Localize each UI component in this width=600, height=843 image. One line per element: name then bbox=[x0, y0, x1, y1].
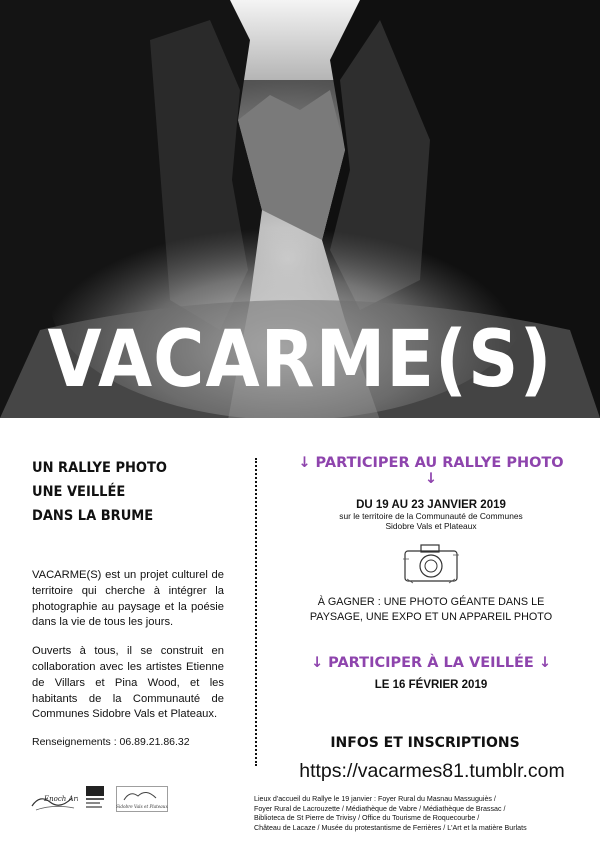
sidobre-text: Sidobre Vals et Plateaux bbox=[116, 804, 168, 809]
camera-icon bbox=[401, 539, 461, 587]
contact-info: Renseignements : 06.89.21.86.32 bbox=[32, 736, 190, 749]
venue-list bbox=[254, 795, 594, 833]
marianne-mark bbox=[84, 784, 106, 814]
right-column bbox=[290, 455, 572, 691]
rallye-dates: DU 19 AU 23 JANVIER 2019 bbox=[356, 499, 506, 511]
prize-text: À GAGNER : UNE PHOTO GÉANTE DANS LE PAYSAGE, UNE EXPO ET UN APPAREIL PHOTO bbox=[309, 596, 553, 623]
website-link[interactable]: https://vacarmes81.tumblr.com bbox=[299, 760, 565, 782]
venue-line: Foyer Rural de Lacrouzette / Médiathèque de Vabre / Médiathèque de Brassac / bbox=[254, 804, 506, 813]
veillee-date: LE 16 FÉVRIER 2019 bbox=[374, 679, 488, 691]
headline-line: DANS LA BRUME bbox=[32, 508, 154, 524]
headline-line: UNE VEILLÉE bbox=[32, 484, 126, 500]
camera-drawing bbox=[290, 539, 572, 589]
intro-paragraph: VACARME(S) est un projet culturel de territoire qui cherche à intégrer la photographie au paysage et la poésie dans la vie de tous les jours. bbox=[32, 569, 224, 629]
enoch-art-mark bbox=[28, 790, 78, 814]
venue-line: Château de Lacaze / Musée du protestantisme de Ferrières / L'Art et la matière Burlats bbox=[254, 823, 527, 832]
infos-title: INFOS ET INSCRIPTIONS bbox=[330, 735, 520, 751]
enoch-art-text: Enoch Art bbox=[44, 795, 78, 803]
rallye-place-line: sur le territoire de la Communauté de Communes bbox=[339, 511, 523, 521]
enoch-art-logo bbox=[28, 790, 78, 819]
rallye-place-line: Sidobre Vals et Plateaux bbox=[385, 521, 477, 531]
veillee-heading: ↓ PARTICIPER À LA VEILLÉE ↓ bbox=[310, 655, 552, 671]
left-column bbox=[32, 456, 224, 748]
venue-line: Lieux d'accueil du Rallye le 19 janvier : Foyer Rural du Masnau Massuguiès / bbox=[254, 795, 496, 803]
rallye-heading: ↓ PARTICIPER AU RALLYE PHOTO ↓ bbox=[298, 455, 564, 487]
government-logo bbox=[84, 784, 106, 819]
forest-photo bbox=[0, 0, 600, 418]
column-divider bbox=[255, 458, 259, 766]
poster-title: VACARME(S) bbox=[47, 313, 553, 405]
venue-line: Biblioteca de St Pierre de Trivisy / Office du Tourisme de Roquecourbe / bbox=[254, 814, 480, 823]
sidobre-logo bbox=[116, 786, 168, 817]
headline-line: UN RALLYE PHOTO bbox=[32, 460, 168, 476]
headline bbox=[32, 456, 224, 528]
partner-logos bbox=[28, 782, 238, 818]
collaboration-paragraph: Ouverts à tous, il se construit en collaboration avec les artistes Etienne de Villars et Pina Wood, et les habitants de la Communauté de Communes Sidobre Vals et Plateaux. bbox=[32, 645, 224, 721]
sidobre-mark bbox=[116, 786, 168, 812]
